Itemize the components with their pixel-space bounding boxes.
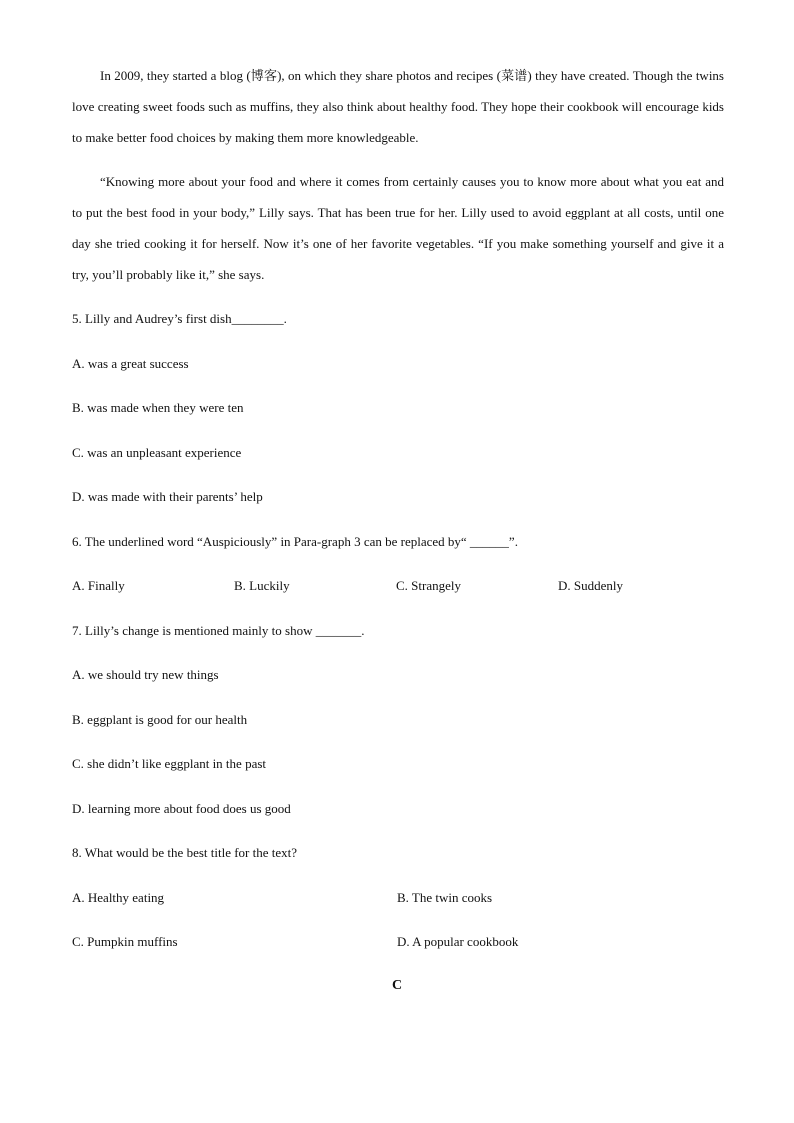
question-stem: 6. The underlined word “Auspiciously” in Para-graph 3 can be replaced by“ ______”. — [72, 533, 518, 549]
question-5 — [72, 303, 724, 526]
options-row — [72, 570, 724, 615]
option-d: D. Suddenly — [558, 578, 623, 593]
question-8 — [72, 837, 724, 971]
option-a: A. we should try new things — [72, 667, 219, 682]
option-c: C. Pumpkin muffins — [72, 934, 178, 949]
section-heading: C — [391, 978, 403, 993]
option-a: A. Healthy eating — [72, 889, 165, 905]
option-c: C. she didn’t like eggplant in the past — [72, 756, 267, 771]
option-c: C. was an unpleasant experience — [72, 444, 242, 460]
question-stem: 8. What would be the best title for the text? — [72, 845, 298, 860]
options-row — [72, 882, 724, 927]
question-stem: 5. Lilly and Audrey’s first dish________. — [72, 311, 287, 326]
question-stem: 7. Lilly’s change is mentioned mainly to show _______. — [72, 622, 365, 638]
option-d: D. A popular cookbook — [397, 934, 519, 949]
option-d: D. was made with their parents’ help — [72, 489, 263, 504]
option-d: D. learning more about food does us good — [72, 800, 291, 816]
options-row — [72, 926, 724, 971]
option-b: B. was made when they were ten — [72, 400, 244, 415]
option-b: B. eggplant is good for our health — [72, 711, 248, 727]
passage-paragraph-2: “Knowing more about your food and where it comes from certainly causes you to know more about what you eat and to put the best food in your body,” Lilly says. That has been true for her. Lilly used to avoid eggplant at all costs, until one day she tried cooking it for herself. Now it’s one of her favorite vegetables. “If you make something yourself and give it a try, you’ll probably like it,” she says. — [72, 174, 724, 282]
option-a: A. was a great success — [72, 355, 189, 371]
option-a: A. Finally — [72, 578, 125, 593]
question-7 — [72, 615, 724, 838]
question-6 — [72, 526, 724, 615]
option-b: B. Luckily — [234, 578, 290, 593]
passage-paragraph-1: In 2009, they started a blog (博客), on which they share photos and recipes (菜谱) they have created. Though the twins love creating sweet foods such as muffins, they also think about healthy food. They hope their cookbook will encourage kids to make better food choices by making them more knowledgeable. — [72, 68, 724, 145]
document-page — [72, 60, 724, 971]
option-b: B. The twin cooks — [397, 889, 493, 905]
option-c: C. Strangely — [396, 578, 461, 593]
